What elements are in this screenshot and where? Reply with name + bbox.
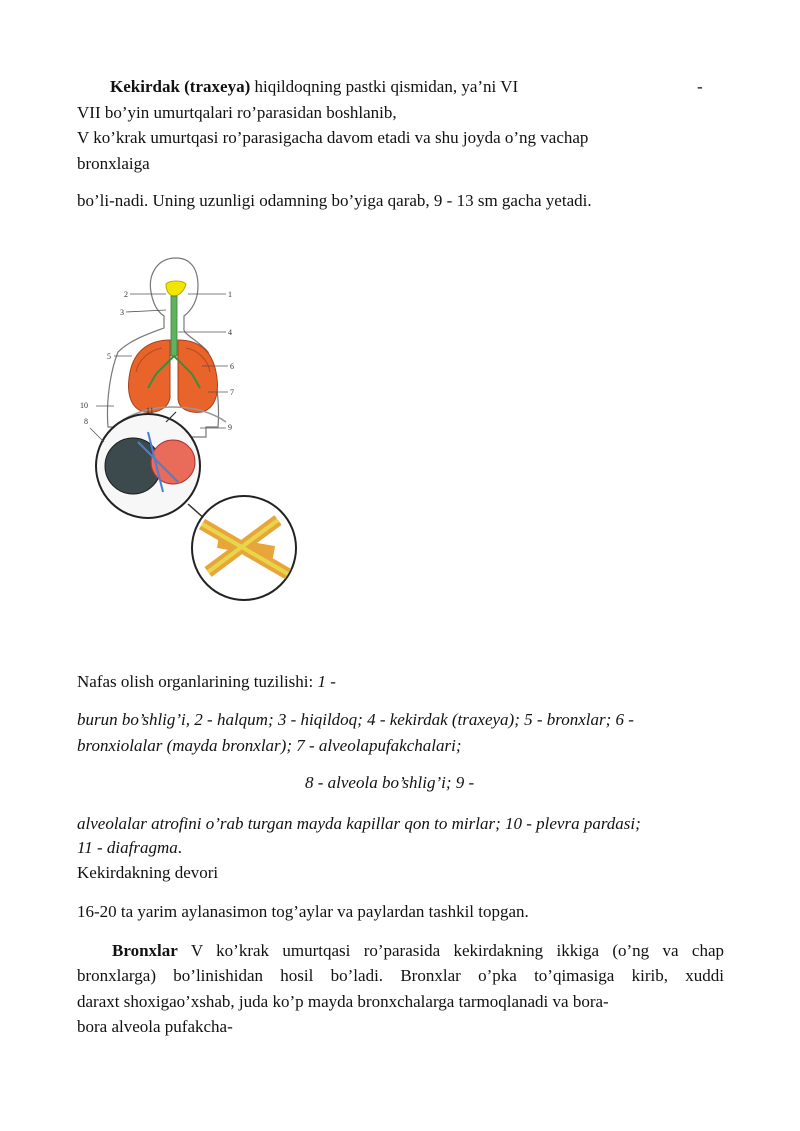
paragraph-1-line-3: V ko’krak umurtqasi ro’parasigacha davom etadi va shu joyda o’ng vachap: [77, 128, 589, 147]
figure-label: 5: [107, 352, 111, 361]
paragraph-1-line-1-text: hiqildoqning pastki qismidan, ya’ni VI: [250, 77, 519, 96]
figure-label: 2: [124, 290, 128, 299]
paragraph-1-line-4: bronxlaiga: [77, 154, 150, 173]
caption-lead: Nafas olish organlarining tuzilishi:: [77, 672, 318, 691]
trachea-shape: [171, 296, 177, 356]
term-traxeya: Kekirdak (traxeya): [110, 77, 251, 96]
caption-line-3: bronxiolalar (mayda bronxlar); 7 - alveolapufakchalari;: [77, 736, 462, 755]
caption-line-6-end: .: [177, 838, 182, 857]
figure-label: 1: [228, 290, 232, 299]
figure-label: 3: [120, 308, 124, 317]
caption-line-6: [77, 838, 182, 858]
term-bronxlar: Bronxlar: [112, 941, 178, 960]
paragraph-2-line-2: 16-20 ta yarim aylanasimon tog’aylar va paylardan tashkil topgan.: [77, 902, 529, 921]
caption-lead-italic: 1 -: [317, 672, 336, 691]
paragraph-3-line-1: [112, 938, 724, 963]
respiratory-diagram: [78, 252, 313, 604]
figure-label: 10: [80, 401, 88, 410]
paragraph-1-line-5: bo’li-nadi. Uning uzunligi odamning bo’yiga qarab, 9 - 13 sm gacha yetadi.: [77, 191, 592, 210]
nasal-cavity-shape: [166, 281, 186, 296]
paragraph-3-line-1-text: V ko’krak umurtqasi ro’parasida kekirdakning ikkiga (o’ng va chap: [177, 941, 724, 960]
figure-label: 6: [230, 362, 234, 371]
figure-label: 11: [146, 406, 154, 415]
figure-label: 8: [84, 417, 88, 426]
caption-line-4: 8 - alveola bo’shlig’i; 9 -: [305, 773, 475, 792]
hyphen-mark: -: [697, 77, 703, 96]
caption-line-6-text: 11 - diafragma: [77, 838, 178, 857]
figure-label: 4: [228, 328, 232, 337]
caption-line-1: [77, 672, 336, 692]
figure-label: 9: [228, 423, 232, 432]
caption-line-2: burun bo’shlig’i, 2 - halqum; 3 - hiqildoq; 4 - kekirdak (traxeya); 5 - bronxlar; 6 -: [77, 710, 634, 729]
caption-line-5: alveolalar atrofini o’rab turgan mayda kapillar qon to mirlar; 10 - plevra pardasi;: [77, 814, 641, 833]
figure-label: 7: [230, 388, 234, 397]
paragraph-3-line-3: daraxt shoxigao’xshab, juda ko’p mayda bronxchalarga tarmoqlanadi va bora-: [77, 992, 609, 1011]
paragraph-3-line-4: bora alveola pufakcha-: [77, 1017, 233, 1036]
paragraph-3-line-2: bronxlarga) bo’linishidan hosil bo’ladi. Bronxlar o’pka to’qimasiga kirib, xuddi: [77, 966, 724, 985]
respiratory-system-figure: [78, 252, 313, 604]
paragraph-2-line-1: Kekirdakning devori: [77, 863, 219, 882]
right-lung-shape: [178, 340, 217, 412]
left-lung-shape: [129, 340, 170, 412]
paragraph-1-line-1: [110, 77, 518, 97]
paragraph-1-line-2: VII bo’yin umurtqalari ro’parasidan boshlanib,: [77, 103, 397, 122]
